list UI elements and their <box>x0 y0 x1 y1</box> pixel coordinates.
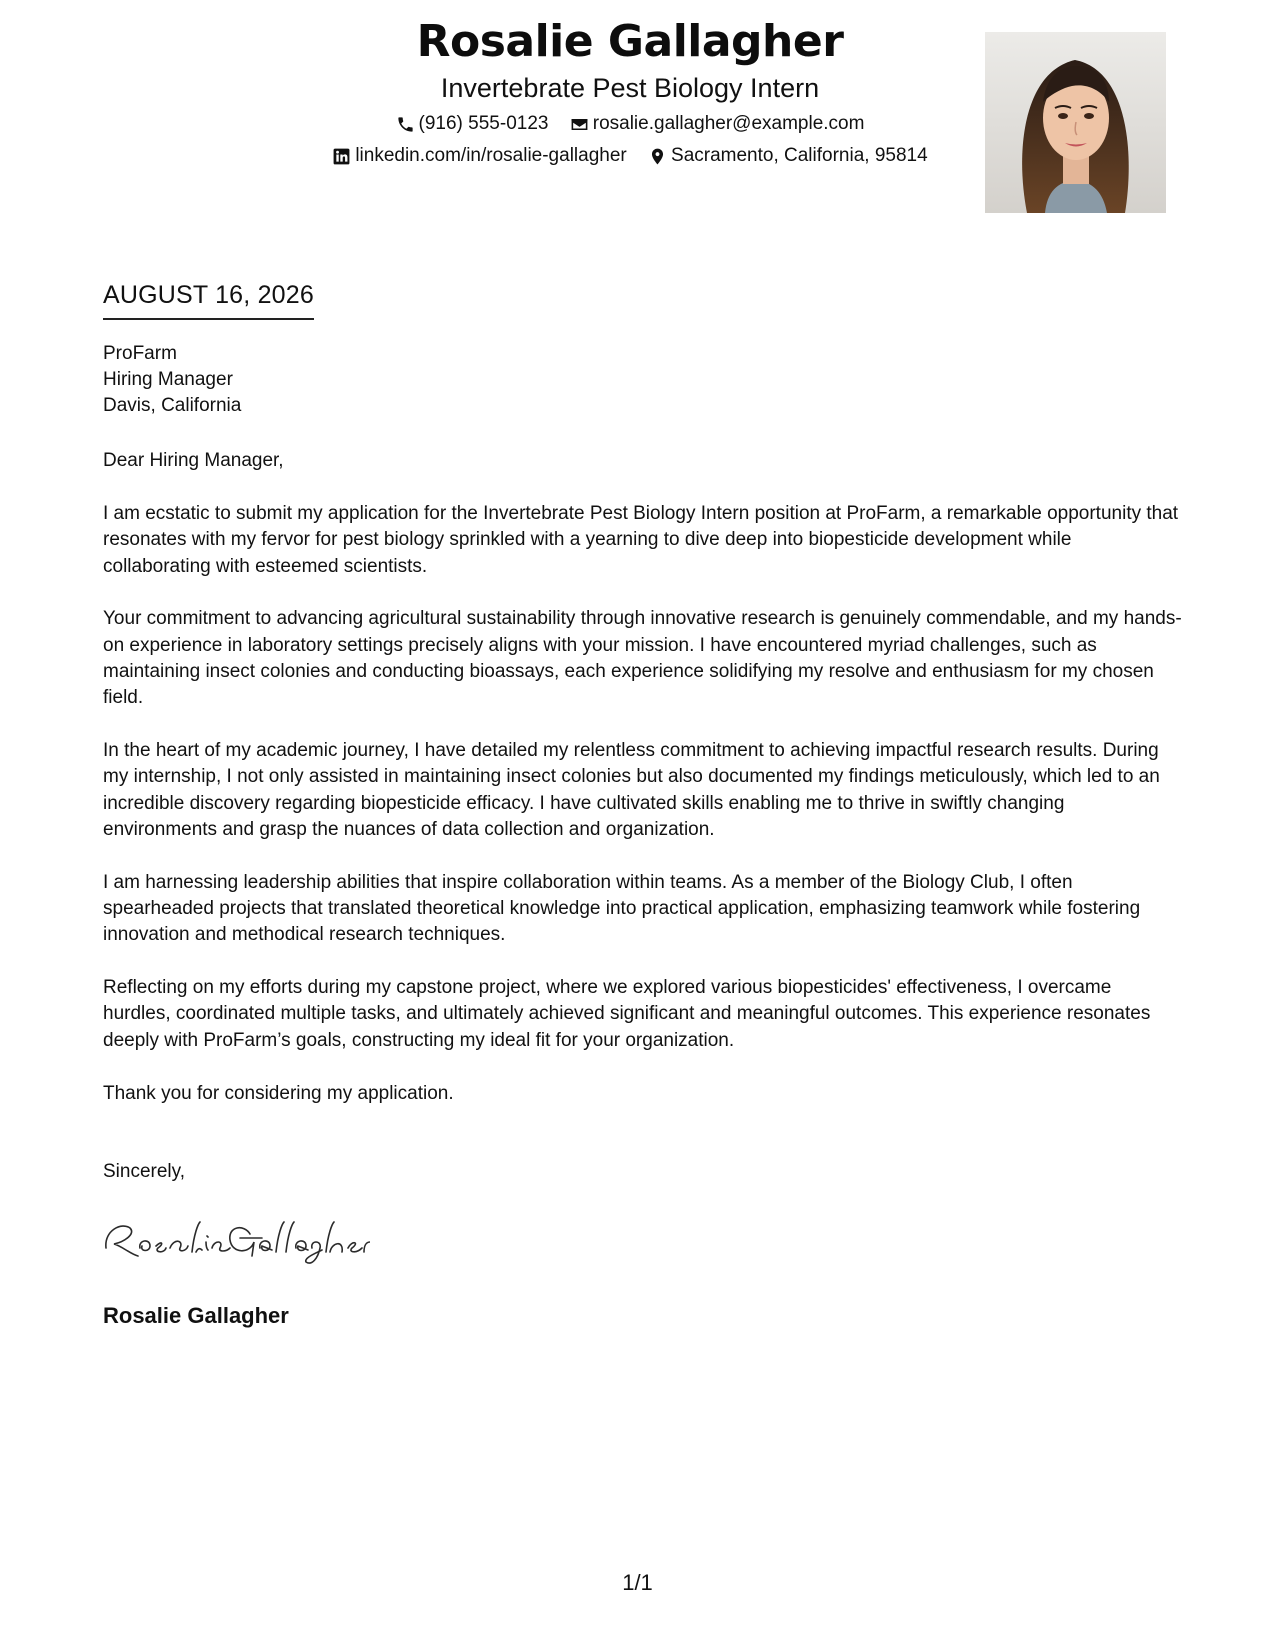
handwritten-signature <box>100 1208 370 1268</box>
salutation: Dear Hiring Manager, <box>103 450 284 471</box>
location-text: Sacramento, California, 95814 <box>671 145 928 166</box>
body-paragraph: Thank you for considering my application. <box>103 1082 454 1104</box>
recipient-title: Hiring Manager <box>103 369 233 390</box>
recipient-block <box>103 341 241 419</box>
applicant-name: Rosalie Gallagher <box>416 16 844 67</box>
body-paragraph: I am harnessing leadership abilities that inspire collaboration within teams. As a member of the Biology Club, I often spearheaded projects that translated theoretical knowledge into practical application, emphasizing teamwork while fostering innovation and methodical research techniques. <box>103 871 1141 946</box>
linkedin-text: linkedin.com/in/rosalie-gallagher <box>355 145 627 166</box>
contact-phone[interactable] <box>396 113 549 136</box>
linkedin-icon <box>332 147 351 166</box>
contact-location <box>648 145 928 168</box>
signer-name: Rosalie Gallagher <box>103 1303 289 1328</box>
phone-text: (916) 555-0123 <box>418 113 549 134</box>
letter-body <box>103 501 1183 1133</box>
letter-date: AUGUST 16, 2026 <box>103 281 314 320</box>
envelope-icon <box>570 115 589 134</box>
email-text: rosalie.gallagher@example.com <box>592 113 865 134</box>
contact-linkedin[interactable] <box>332 145 626 168</box>
phone-icon <box>396 115 415 134</box>
map-pin-icon <box>648 147 667 166</box>
body-paragraph: Reflecting on my efforts during my capstone project, where we explored various biopesticides' effectiveness, I overcame hurdles, coordinated multiple tasks, and ultimately achieved significant and meaningful outcomes. This experience resonates deeply with ProFarm’s goals, constructing my ideal fit for your organization. <box>103 977 1151 1051</box>
body-paragraph: In the heart of my academic journey, I have detailed my relentless commitment to achieving impactful research results. During my internship, I not only assisted in maintaining insect colonies but also documented my findings meticulously, which led to an incredible discovery regarding biopesticide efficacy. I have cultivated skills enabling me to thrive in swiftly changing environments and grasp the nuances of data collection and organization. <box>103 740 1160 840</box>
job-title: Invertebrate Pest Biology Intern <box>440 73 820 103</box>
closing: Sincerely, <box>103 1161 186 1182</box>
letter-header <box>0 0 1275 230</box>
profile-photo <box>985 32 1166 213</box>
body-paragraph: I am ecstatic to submit my application for the Invertebrate Pest Biology Intern position at ProFarm, a remarkable opportunity that resonates with my fervor for pest biology sprinkled with a yearning to dive deep into biopesticide development while collaborating with esteemed scientists. <box>103 503 1179 577</box>
signature-drawing <box>100 1208 370 1268</box>
contact-email[interactable] <box>570 113 865 136</box>
page-number: 1/1 <box>622 1570 653 1595</box>
recipient-location: Davis, California <box>103 395 242 416</box>
body-paragraph: Your commitment to advancing agricultural sustainability through innovative research is genuinely commendable, and my hands-on experience in laboratory settings precisely aligns with your mission. I have encountered myriad challenges, such as maintaining insect colonies and conducting bioassays, each experience solidifying my resolve and enthusiasm for my chosen field. <box>103 608 1182 709</box>
portrait-illustration <box>985 32 1166 213</box>
recipient-company: ProFarm <box>103 343 177 364</box>
